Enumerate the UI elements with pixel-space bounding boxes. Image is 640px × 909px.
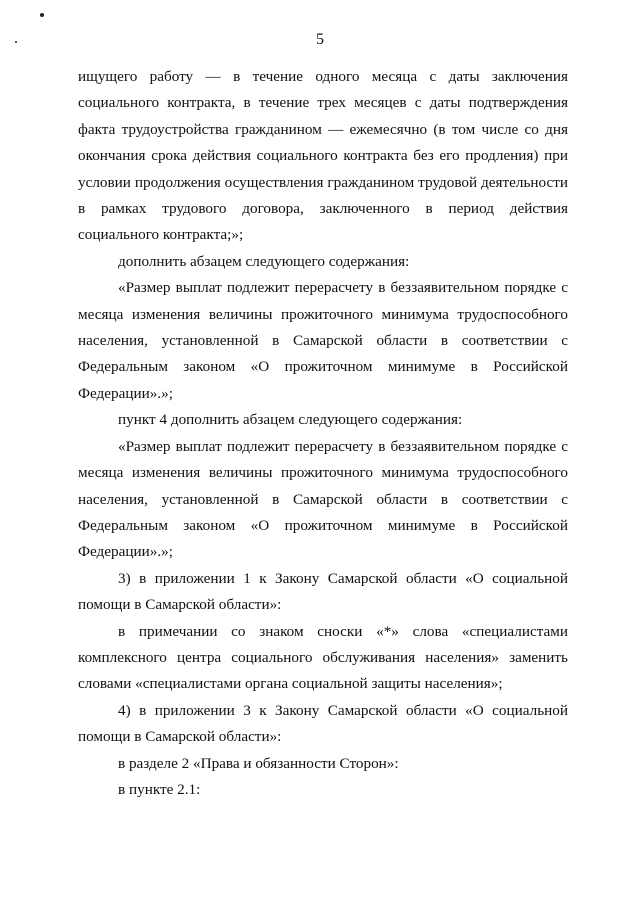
- paragraph: ищущего работу — в течение одного месяца с даты заключения социального контракта, в течение трех месяцев с даты подтверждения факта трудоустройства гражданином — ежемесячно (в том числе со дня окончания срока действия социального контракта без его продления) при условии продолжения осуществления гражданином трудовой деятельности в рамках трудового договора, заключенного в период действия социального контракта;»;: [78, 68, 568, 244]
- paragraph: в разделе 2 «Права и обязанности Сторон»:: [118, 754, 399, 772]
- paragraph: в примечании со знаком сноски «*» слова «специалистами комплексного центра социального обслуживания населения» заменить словами «специалистами органа социальной защиты населения»;: [78, 622, 568, 693]
- scan-speck: [40, 13, 44, 17]
- paragraph: дополнить абзацем следующего содержания:: [118, 252, 410, 270]
- document-body: [78, 64, 568, 803]
- page-number: 5: [316, 31, 324, 48]
- paragraph: 3) в приложении 1 к Закону Самарской области «О социальной помощи в Самарской области»:: [78, 569, 568, 614]
- paragraph: «Размер выплат подлежит перерасчету в беззаявительном порядке с месяца изменения величины прожиточного минимума трудоспособного населения, установленной в Самарской области в соответствии с Федеральным законом «О прожиточном минимуме в Российской Федерации».»;: [78, 279, 568, 402]
- paragraph: пункт 4 дополнить абзацем следующего содержания:: [118, 411, 463, 429]
- paragraph: в пункте 2.1:: [118, 780, 201, 798]
- paragraph: 4) в приложении 3 к Закону Самарской области «О социальной помощи в Самарской области»:: [78, 701, 568, 746]
- paragraph: «Размер выплат подлежит перерасчету в беззаявительном порядке с месяца изменения величины прожиточного минимума трудоспособного населения, установленной в Самарской области в соответствии с Федеральным законом «О прожиточном минимуме в Российской Федерации».»;: [78, 437, 568, 561]
